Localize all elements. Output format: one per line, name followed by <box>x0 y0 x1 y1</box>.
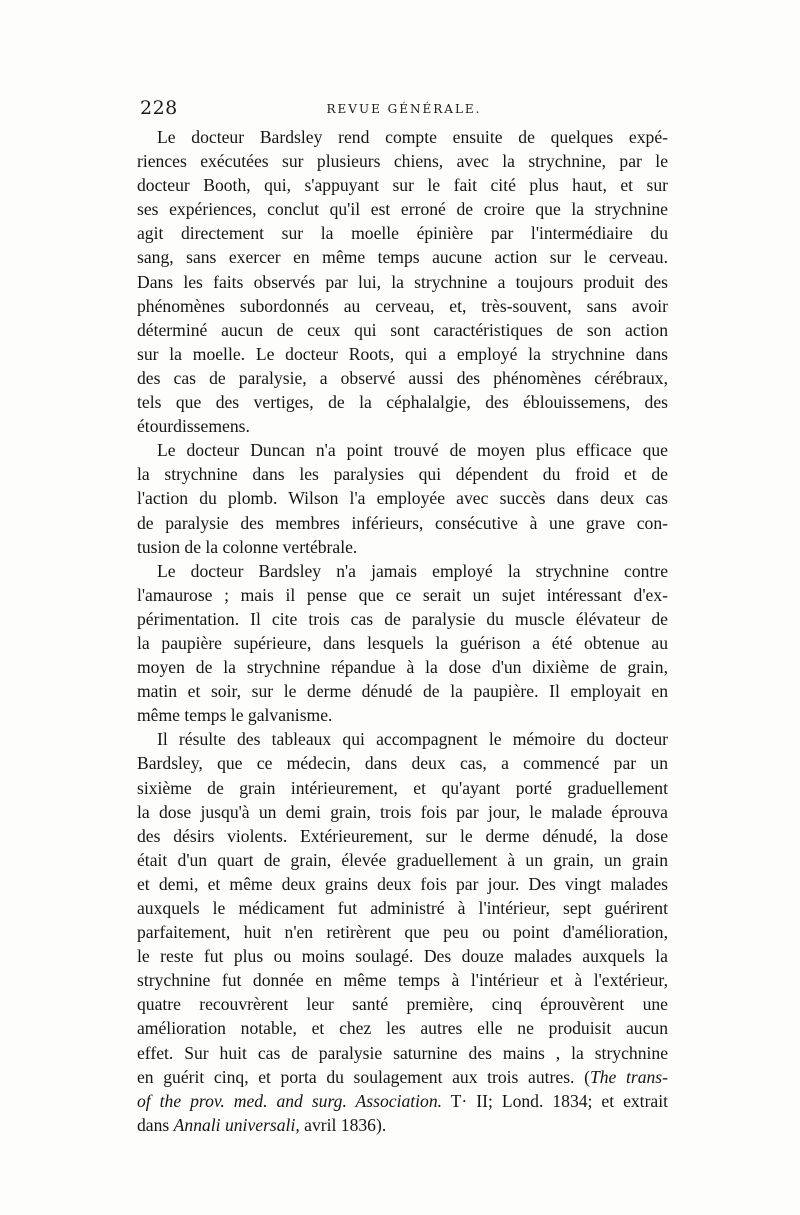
text-line-with-citation <box>137 1065 668 1089</box>
text-line: Le docteur Duncan n'a point trouvé de moyen plus efficace que <box>157 440 668 461</box>
text-line: Bardsley, que ce médecin, dans deux cas, a commencé par un <box>137 753 668 774</box>
citation-prefix: dans <box>137 1114 174 1135</box>
text-line: matin et soir, sur le derme dénudé de la paupière. Il employait en <box>137 681 668 702</box>
citation-title-part2: of the prov. med. and surg. Association. <box>137 1090 443 1111</box>
text-line: moyen de la strychnine répandue à la dose d'un dixième de grain, <box>137 657 668 678</box>
text-line: agit directement sur la moelle épinière par l'intermédiaire du <box>137 223 668 244</box>
text-line: la strychnine dans les paralysies qui dépendent du froid et de <box>137 464 668 485</box>
text-line: effet. Sur huit cas de paralysie saturnine des mains , la strychnine <box>137 1042 668 1063</box>
text-line: tusion de la colonne vertébrale. <box>137 536 358 557</box>
running-head: REVUE GÉNÉRALE. <box>326 102 482 116</box>
text-fragment: en guérit cinq, et porta du soulagement aux trois autres. ( <box>137 1066 590 1087</box>
text-line: amélioration notable, et chez les autres elle ne produisit aucun <box>137 1018 668 1039</box>
text-line: périmentation. Il cite trois cas de paralysie du muscle élévateur de <box>137 608 668 629</box>
text-line: des désirs violents. Extérieurement, sur le derme dénudé, la dose <box>137 825 668 846</box>
text-line: phénomènes subordonnés au cerveau, et, très-souvent, sans avoir <box>137 295 668 316</box>
text-line: quatre recouvrèrent leur santé première, cinq éprouvèrent une <box>137 994 668 1015</box>
text-line: Il résulte des tableaux qui accompagnent le mémoire du docteur <box>157 729 668 750</box>
body-text <box>137 125 668 1137</box>
text-line: étourdissemens. <box>137 416 250 437</box>
text-line: auxquels le médicament fut administré à l'intérieur, sept guérirent <box>137 898 668 918</box>
text-line: tels que des vertiges, de la céphalalgie, des éblouissemens, des <box>137 392 668 413</box>
text-line: Le docteur Bardsley rend compte ensuite de quelques expé- <box>157 127 668 147</box>
citation-line <box>137 1113 668 1137</box>
text-line: Le docteur Bardsley n'a jamais employé la strychnine contre <box>157 560 668 581</box>
text-line: sur la moelle. Le docteur Roots, qui a employé la strychnine dans <box>137 343 668 364</box>
text-line: déterminé aucun de ceux qui sont caractéristiques de son action <box>137 319 668 340</box>
text-line: et demi, et même deux grains deux fois par jour. Des vingt malades <box>137 873 668 894</box>
text-line: était d'un quart de grain, élevée graduellement à un grain, un grain <box>137 849 668 870</box>
text-line: des cas de paralysie, a observé aussi des phénomènes cérébraux, <box>137 367 668 388</box>
text-line: l'action du plomb. Wilson l'a employée avec succès dans deux cas <box>137 488 668 509</box>
page-header <box>140 97 668 121</box>
text-line: l'amaurose ; mais il pense que ce serait un sujet intéressant d'ex- <box>137 584 668 605</box>
text-line: même temps le galvanisme. <box>137 705 333 726</box>
text-line: sixième de grain intérieurement, et qu'ayant porté graduellement <box>137 777 668 798</box>
text-line: la dose jusqu'à un demi grain, trois fois par jour, le malade éprouva <box>137 801 668 822</box>
text-line: le reste fut plus ou moins soulagé. Des douze malades auxquels la <box>137 946 668 967</box>
citation-title-part1: The trans- <box>589 1066 668 1087</box>
text-line: ses expériences, conclut qu'il est erroné de croire que la strychnine <box>137 199 668 220</box>
text-line: strychnine fut donnée en même temps à l'intérieur et à l'extérieur, <box>137 970 668 991</box>
text-line: Dans les faits observés par lui, la strychnine a toujours produit des <box>137 271 668 292</box>
citation-volume: T· II; Lond. 1834; et extrait <box>442 1090 668 1111</box>
citation-journal: Annali universali, <box>173 1114 300 1135</box>
text-line: la paupière supérieure, dans lesquels la guérison a été obtenue au <box>137 632 668 653</box>
text-line: de paralysie des membres inférieurs, consécutive à une grave con- <box>137 512 668 533</box>
page-number: 228 <box>140 97 178 119</box>
text-line: docteur Booth, qui, s'appuyant sur le fait cité plus haut, et sur <box>137 175 668 196</box>
citation-line <box>137 1089 668 1113</box>
text-line: sang, sans exercer en même temps aucune action sur le cerveau. <box>137 247 668 268</box>
text-line: parfaitement, huit n'en retirèrent que peu ou point d'amélioration, <box>137 922 668 943</box>
text-line: riences exécutées sur plusieurs chiens, avec la strychnine, par le <box>137 151 668 172</box>
citation-date: avril 1836). <box>299 1114 387 1135</box>
